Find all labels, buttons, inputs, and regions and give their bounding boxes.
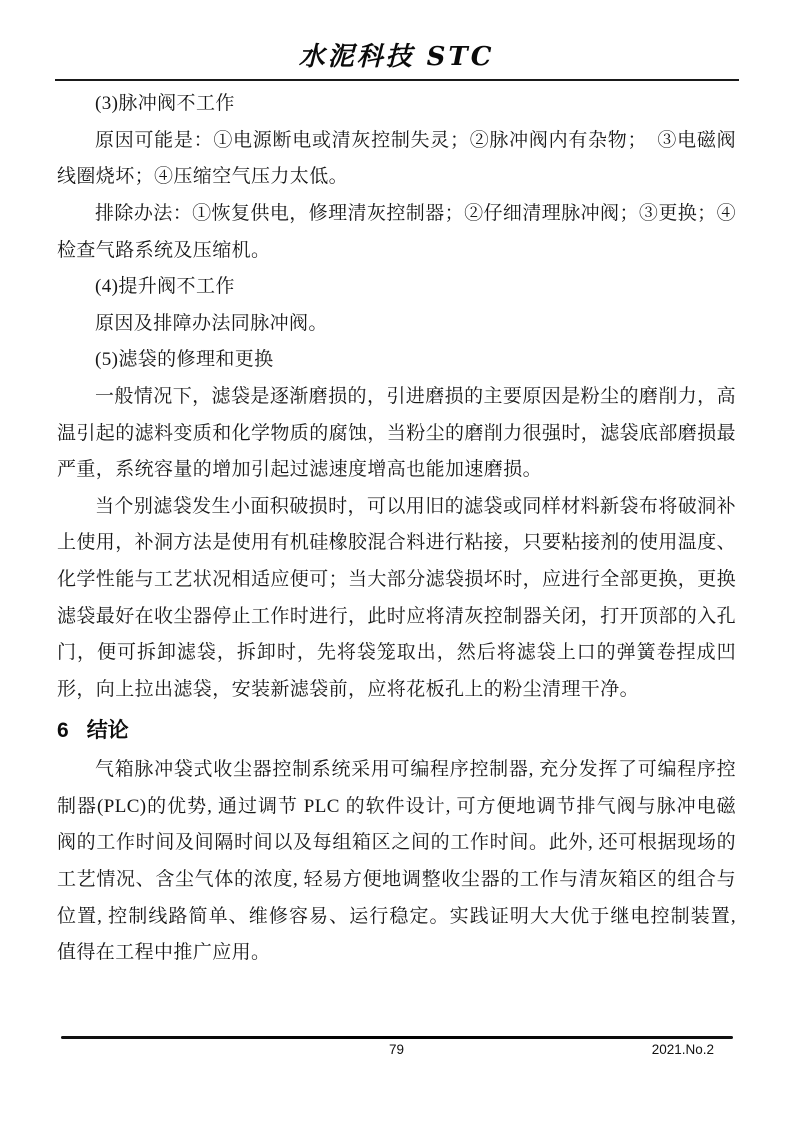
conclusion-paragraph: 气箱脉冲袋式收尘器控制系统采用可编程序控制器, 充分发挥了可编程序控制器(PLC)的优势, 通过调节 PLC 的软件设计, 可方便地调节排气阀与脉冲电磁阀的工作时间及间隔时间以及每组箱区之间的工作时间。此外, 还可根据现场的工艺情况、含尘气体的浓度, 轻易方便地调整收尘器的工作与清灰箱区的组合与位置, 控制线路简单、维修容易、运行稳定。实践证明大大优于继电控制装置, 值得在工程中推广应用。 xyxy=(57,759,736,964)
page-header xyxy=(0,0,793,81)
paragraph: 原因可能是：①电源断电或清灰控制失灵；②脉冲阀内有杂物； ③电磁阀线圈烧坏；④压缩空气压力太低。 xyxy=(57,129,736,188)
document-body xyxy=(0,81,793,972)
paragraph: 当个别滤袋发生小面积破损时，可以用旧的滤袋或同样材料新袋布将破洞补上使用，补洞方法是使用有机硅橡胶混合料进行粘接，只要粘接剂的使用温度、化学性能与工艺状况相适应便可；当大部分滤袋损坏时，应进行全部更换，更换滤袋最好在收尘器停止工作时进行，此时应将清灰控制器关闭，打开顶部的入孔门，便可拆卸滤袋，拆卸时，先将袋笼取出，然后将滤袋上口的弹簧卷捏成凹形，向上拉出滤袋，安装新滤袋前，应将花板孔上的粉尘清理干净。 xyxy=(57,495,737,700)
section-number: 6 xyxy=(57,719,69,743)
paragraph: (4)提升阀不工作 xyxy=(95,276,235,298)
footer-row xyxy=(0,1039,793,1061)
paragraph: (5)滤袋的修理和更换 xyxy=(95,349,274,371)
issue-label: 2021.No.2 xyxy=(651,1042,714,1057)
paragraph: (3)脉冲阀不工作 xyxy=(95,93,235,115)
page-number: 79 xyxy=(388,1042,405,1057)
section-title: 结论 xyxy=(86,719,129,743)
section-heading xyxy=(57,715,736,747)
paragraph: 一般情况下，滤袋是逐渐磨损的，引进磨损的主要原因是粉尘的磨削力，高温引起的滤料变质和化学物质的腐蚀，当粉尘的磨削力很强时，滤袋底部磨损最严重，系统容量的增加引起过滤速度增高也能加速磨损。 xyxy=(57,385,737,481)
paragraph: 排除办法：①恢复供电，修理清灰控制器；②仔细清理脉冲阀；③更换；④检查气路系统及压缩机。 xyxy=(57,202,736,261)
paragraph: 原因及排障办法同脉冲阀。 xyxy=(95,312,328,334)
page-footer xyxy=(0,1036,793,1061)
journal-title: 水泥科技 STC xyxy=(298,42,495,72)
